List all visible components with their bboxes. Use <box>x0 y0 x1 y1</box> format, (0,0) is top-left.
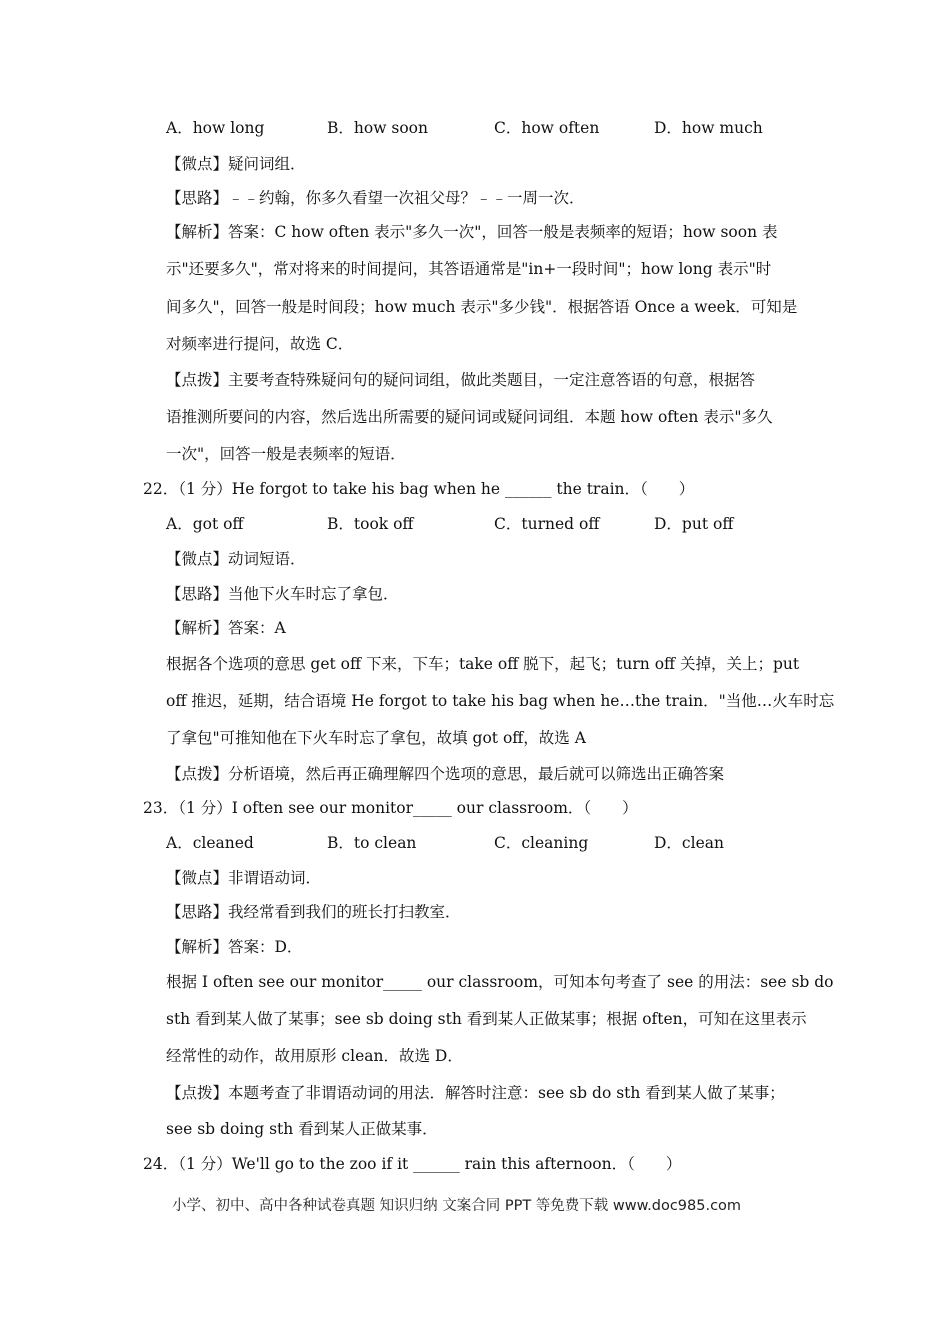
answer-line: 【解析】答案：A <box>166 619 286 637</box>
option-b: B．took off <box>327 515 414 533</box>
point-line: 【微点】动词短语． <box>166 550 306 568</box>
question-stem: 23．（1 分）I often see our monitor_____ our classroom．（ ） <box>143 799 638 817</box>
option-d: D．how much <box>654 119 763 137</box>
analysis-line: 根据 I often see our monitor_____ our classroom，可知本句考查了 see 的用法：see sb do <box>166 973 834 991</box>
analysis-line: 了拿包"可推知他在下火车时忘了拿包，故填 got off，故选 A <box>166 729 586 747</box>
analysis-line: off 推迟，延期，结合语境 He forgot to take his bag when he…the train．"当他…火车时忘 <box>166 692 835 710</box>
analysis-line: 根据各个选项的意思 get off 下来，下车；take off 脱下，起飞；turn off 关掉，关上；put <box>166 655 800 673</box>
option-c: C．turned off <box>494 515 600 533</box>
tip-line: 【点拨】本题考查了非谓语动词的用法．解答时注意：see sb do sth 看到某人做了某事； <box>166 1084 785 1102</box>
analysis-line: 间多久"，回答一般是时间段；how much 表示"多少钱"．根据答语 Once a week．可知是 <box>166 298 798 316</box>
option-b: B．to clean <box>327 834 417 852</box>
analysis-line: 示"还要多久"，常对将来的时间提问，其答语通常是"in+一段时间"；how long 表示"时 <box>166 260 772 278</box>
option-a: A．cleaned <box>166 834 254 852</box>
idea-line: 【思路】当他下火车时忘了拿包． <box>166 585 399 603</box>
question-stem: 22．（1 分）He forgot to take his bag when he ______ the train．（ ） <box>143 480 695 498</box>
option-c: C．how often <box>494 119 600 137</box>
tip-line: 【点拨】分析语境，然后再正确理解四个选项的意思，最后就可以筛选出正确答案 <box>166 765 725 783</box>
option-d: D．clean <box>654 834 724 852</box>
analysis-line: sth 看到某人做了某事；see sb doing sth 看到某人正做某事；根据 often，可知在这里表示 <box>166 1010 807 1028</box>
idea-line: 【思路】我经常看到我们的班长打扫教室． <box>166 903 461 921</box>
option-d: D．put off <box>654 515 734 533</box>
point-line: 【微点】疑问词组． <box>166 155 306 173</box>
option-a: A．how long <box>166 119 265 137</box>
tip-line: 【点拨】主要考查特殊疑问句的疑问词组，做此类题目，一定注意答语的句意，根据答 <box>166 371 756 389</box>
point-line: 【微点】非谓语动词． <box>166 869 322 887</box>
analysis-line: 经常性的动作，故用原形 clean．故选 D． <box>166 1047 463 1065</box>
tip-line: 一次"，回答一般是表频率的短语． <box>166 445 406 463</box>
question-stem: 24．（1 分）We'll go to the zoo if it ______ rain this afternoon．（ ） <box>143 1155 682 1173</box>
option-c: C．cleaning <box>494 834 589 852</box>
answer-line: 【解析】答案：D． <box>166 938 303 956</box>
option-a: A．got off <box>166 515 244 533</box>
tip-line: 语推测所要问的内容，然后选出所需要的疑问词或疑问词组．本题 how often 表示"多久 <box>166 408 773 426</box>
page-footer: 小学、初中、高中各种试卷真题 知识归纳 文案合同 PPT 等免费下载 www.doc985.com <box>172 1198 742 1214</box>
option-b: B．how soon <box>327 119 428 137</box>
tip-line: see sb doing sth 看到某人正做某事． <box>166 1120 438 1138</box>
analysis-line: 对频率进行提问，故选 C． <box>166 335 354 353</box>
analysis-line: 【解析】答案：C how often 表示"多久一次"，回答一般是表频率的短语；how soon 表 <box>166 223 778 241</box>
idea-line: 【思路】﹣﹣约翰，你多久看望一次祖父母？﹣﹣一周一次． <box>166 189 585 207</box>
